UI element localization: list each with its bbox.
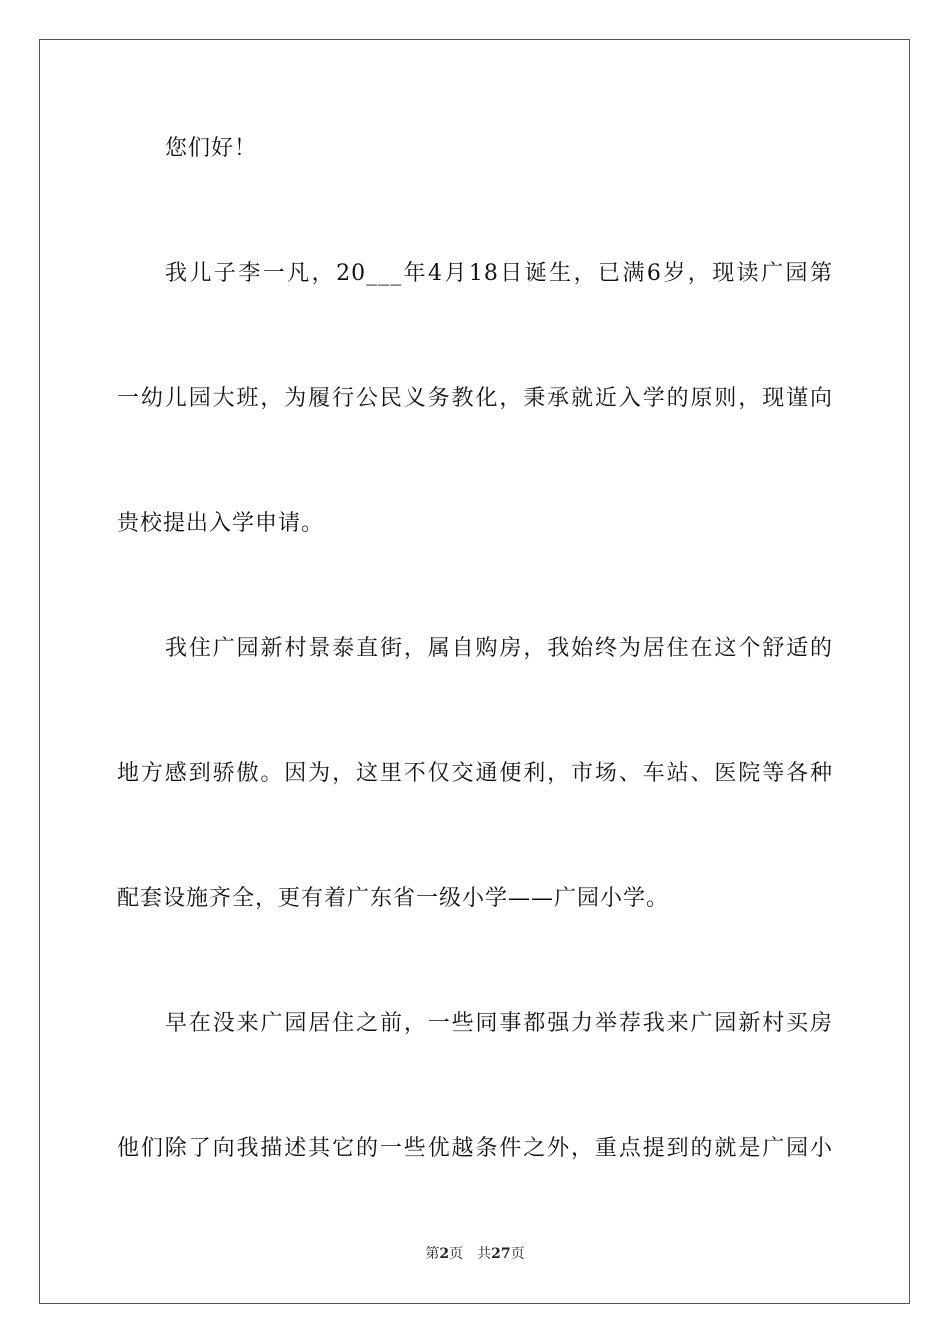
paragraph-2-line-2: 地方感到骄傲。因为，这里不仅交通便利，市场、车站、医院等各种: [117, 761, 833, 786]
paragraph-1-line-3: 贵校提出入学申请。: [117, 511, 325, 536]
paragraph-3-line-1: 早在没来广园居住之前，一些同事都强力举荐我来广园新村买房: [165, 1011, 833, 1036]
paragraph-1-line-2: 一幼儿园大班，为履行公民义务教化，秉承就近入学的原则，现谨向: [117, 386, 833, 411]
paragraph-2-line-3: 配套设施齐全，更有着广东省一级小学——广园小学。: [117, 886, 670, 911]
total-pages: 27: [491, 1246, 511, 1262]
total-suffix: 页: [510, 1246, 525, 1262]
greeting-line: 您们好！: [165, 136, 258, 161]
paragraph-1-line-1: 我儿子李一凡，20___年4月18日诞生，已满6岁，现读广园第: [165, 261, 833, 286]
paragraph-3-line-2: 他们除了向我描述其它的一些优越条件之外，重点提到的就是广园小: [117, 1136, 833, 1161]
page-number: 2: [439, 1246, 450, 1262]
page-prefix: 第: [425, 1246, 440, 1262]
paragraph-2-line-1: 我住广园新村景泰直街，属自购房，我始终为居住在这个舒适的: [165, 636, 833, 661]
page-footer: [0, 1244, 950, 1264]
total-prefix: 共: [477, 1246, 492, 1262]
page-suffix: 页: [449, 1246, 464, 1262]
page-border: [39, 39, 910, 1304]
